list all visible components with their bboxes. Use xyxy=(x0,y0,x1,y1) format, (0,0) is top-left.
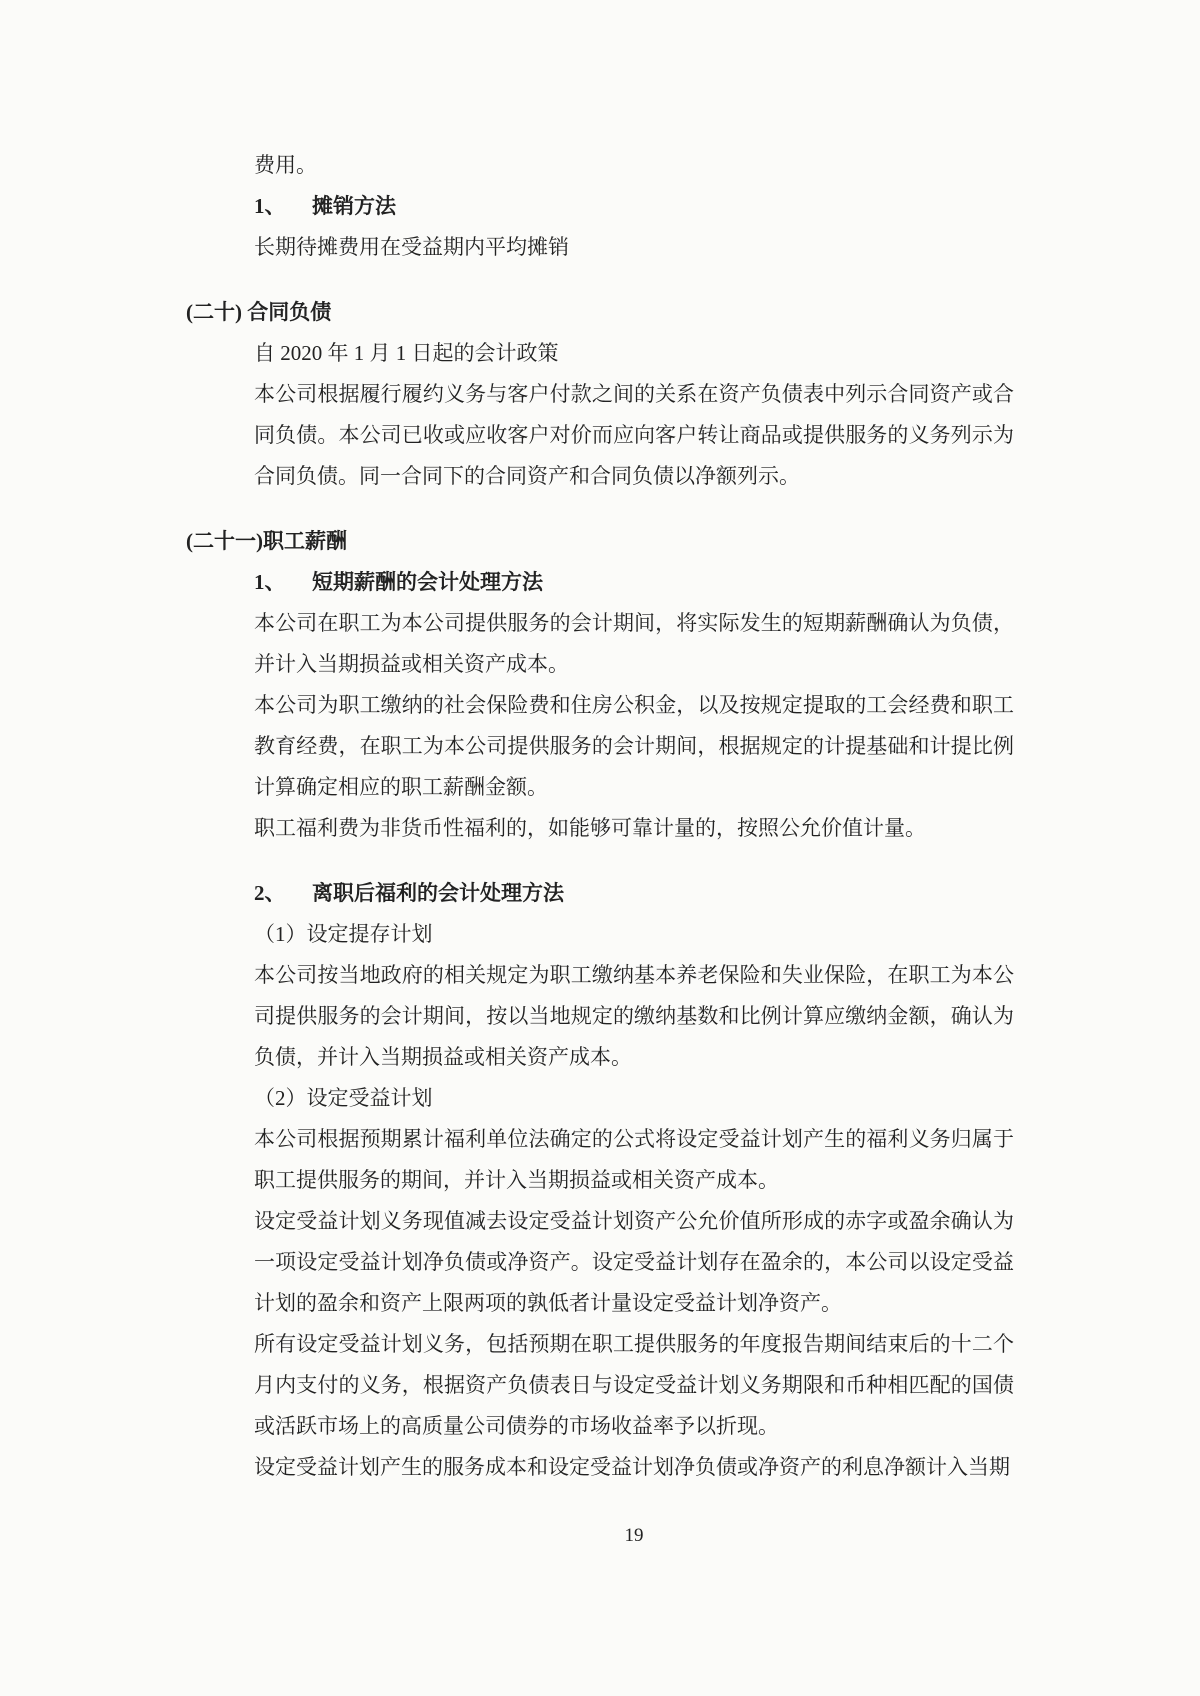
section-heading xyxy=(186,521,1014,562)
heading-label: 合同负债 xyxy=(242,300,332,324)
heading-label: 离职后福利的会计处理方法 xyxy=(312,881,564,905)
heading-number: 1、 xyxy=(254,194,286,218)
paragraph: 本公司在职工为本公司提供服务的会计期间，将实际发生的短期薪酬确认为负债，并计入当期损益或相关资产成本。 xyxy=(254,611,1014,676)
heading-number: (二十) xyxy=(186,300,242,324)
heading-label: 职工薪酬 xyxy=(263,529,347,553)
sub-heading xyxy=(254,186,1014,227)
heading-number: (二十一) xyxy=(186,529,263,553)
paragraph: 长期待摊费用在受益期内平均摊销 xyxy=(254,235,569,259)
paragraph: （1）设定提存计划 xyxy=(254,922,433,946)
sub-heading xyxy=(254,873,1014,914)
paragraph: 本公司为职工缴纳的社会保险费和住房公积金，以及按规定提取的工会经费和职工教育经费，在职工为本公司提供服务的会计期间，根据规定的计提基础和计提比例计算确定相应的职工薪酬金额。 xyxy=(254,693,1014,799)
paragraph: 所有设定受益计划义务，包括预期在职工提供服务的年度报告期间结束后的十二个月内支付的义务，根据资产负债表日与设定受益计划义务期限和币种相匹配的国债或活跃市场上的高质量公司债券的市场收益率予以折现。 xyxy=(254,1332,1014,1438)
paragraph: 本公司按当地政府的相关规定为职工缴纳基本养老保险和失业保险，在职工为本公司提供服务的会计期间，按以当地规定的缴纳基数和比例计算应缴纳金额，确认为负债，并计入当期损益或相关资产成本。 xyxy=(254,963,1014,1069)
paragraph: 本公司根据预期累计福利单位法确定的公式将设定受益计划产生的福利义务归属于职工提供服务的期间，并计入当期损益或相关资产成本。 xyxy=(254,1127,1014,1192)
paragraph: 设定受益计划义务现值减去设定受益计划资产公允价值所形成的赤字或盈余确认为一项设定受益计划净负债或净资产。设定受益计划存在盈余的，本公司以设定受益计划的盈余和资产上限两项的孰低者计量设定受益计划净资产。 xyxy=(254,1209,1014,1315)
heading-number: 1、 xyxy=(254,570,286,594)
sub-heading xyxy=(254,562,1014,603)
paragraph: 本公司根据履行履约义务与客户付款之间的关系在资产负债表中列示合同资产或合同负债。本公司已收或应收客户对价而应向客户转让商品或提供服务的义务列示为合同负债。同一合同下的合同资产和合同负债以净额列示。 xyxy=(254,382,1014,488)
paragraph: 费用。 xyxy=(254,153,317,177)
document-content xyxy=(186,145,1014,1488)
paragraph: 自 2020 年 1 月 1 日起的会计政策 xyxy=(254,341,559,365)
page-number: 19 xyxy=(624,1525,644,1546)
heading-number: 2、 xyxy=(254,881,286,905)
heading-label: 短期薪酬的会计处理方法 xyxy=(312,570,543,594)
paragraph: 职工福利费为非货币性福利的，如能够可靠计量的，按照公允价值计量。 xyxy=(254,816,926,840)
paragraph: 设定受益计划产生的服务成本和设定受益计划净负债或净资产的利息净额计入当期 xyxy=(254,1455,1010,1479)
heading-label: 摊销方法 xyxy=(312,194,396,218)
section-heading xyxy=(186,292,1014,333)
paragraph: （2）设定受益计划 xyxy=(254,1086,433,1110)
